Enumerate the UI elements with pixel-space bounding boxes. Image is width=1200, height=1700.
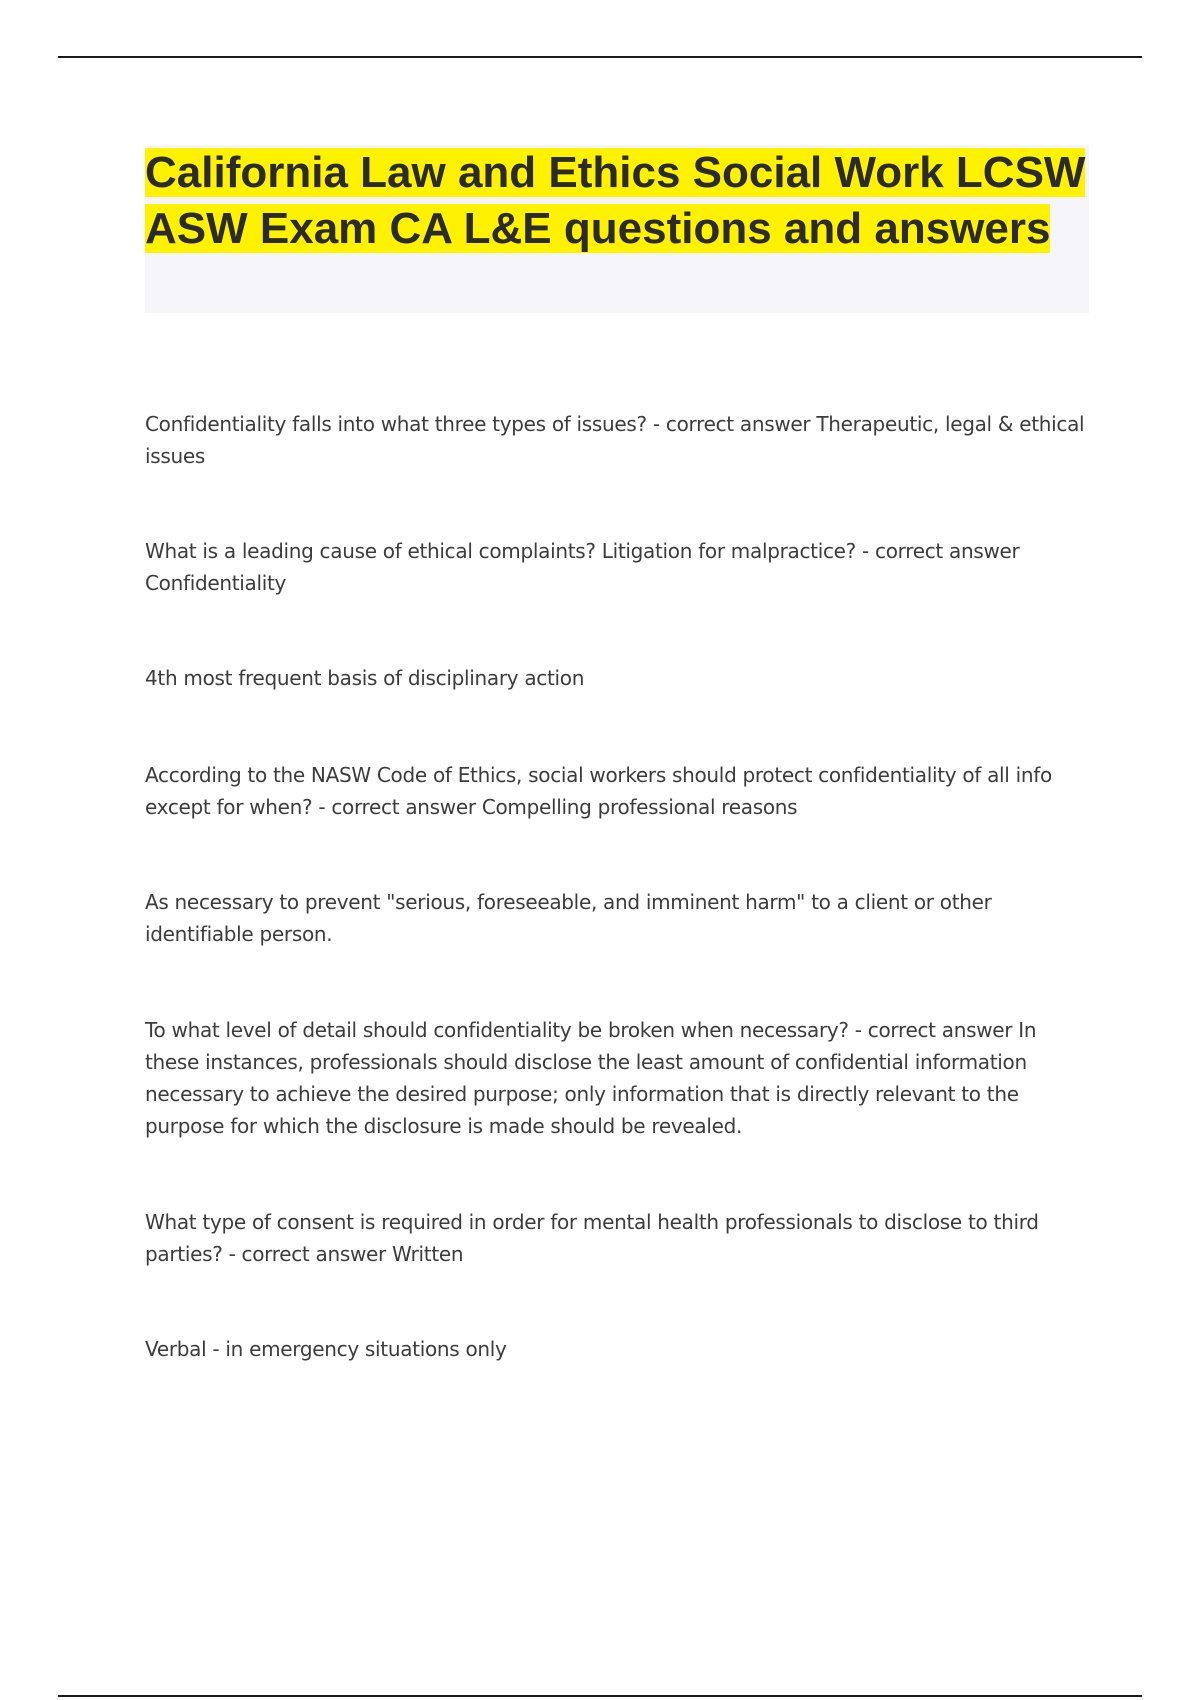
qa-item: According to the NASW Code of Ethics, social workers should protect confidentiality of all info except for when? - correct answer Compelling professional reasons	[145, 763, 1052, 819]
qa-item: What is a leading cause of ethical complaints? Litigation for malpractice? - correct answer Confidentiality	[145, 539, 1020, 595]
qa-item: As necessary to prevent "serious, foreseeable, and imminent harm" to a client or other identifiable person.	[145, 890, 992, 946]
qa-item: Verbal - in emergency situations only	[145, 1337, 507, 1361]
header-rule	[58, 56, 1142, 58]
qa-item: What type of consent is required in order for mental health professionals to disclose to third parties? - correct answer Written	[145, 1210, 1039, 1266]
qa-item: Confidentiality falls into what three types of issues? - correct answer Therapeutic, legal & ethical issues	[145, 412, 1085, 468]
title-highlight: California Law and Ethics Social Work LCSW ASW Exam CA L&E questions and answers	[145, 148, 1086, 253]
qa-item: To what level of detail should confidentiality be broken when necessary? - correct answer In these instances, professionals should disclose the least amount of confidential information necessary to achieve the desired purpose; only information that is directly relevant to the purpose for which the disclosure is made should be revealed.	[145, 1018, 1037, 1138]
document-title	[145, 145, 1089, 257]
footer-rule	[58, 1695, 1142, 1697]
title-block	[145, 145, 1089, 313]
qa-item: 4th most frequent basis of disciplinary action	[145, 666, 585, 690]
